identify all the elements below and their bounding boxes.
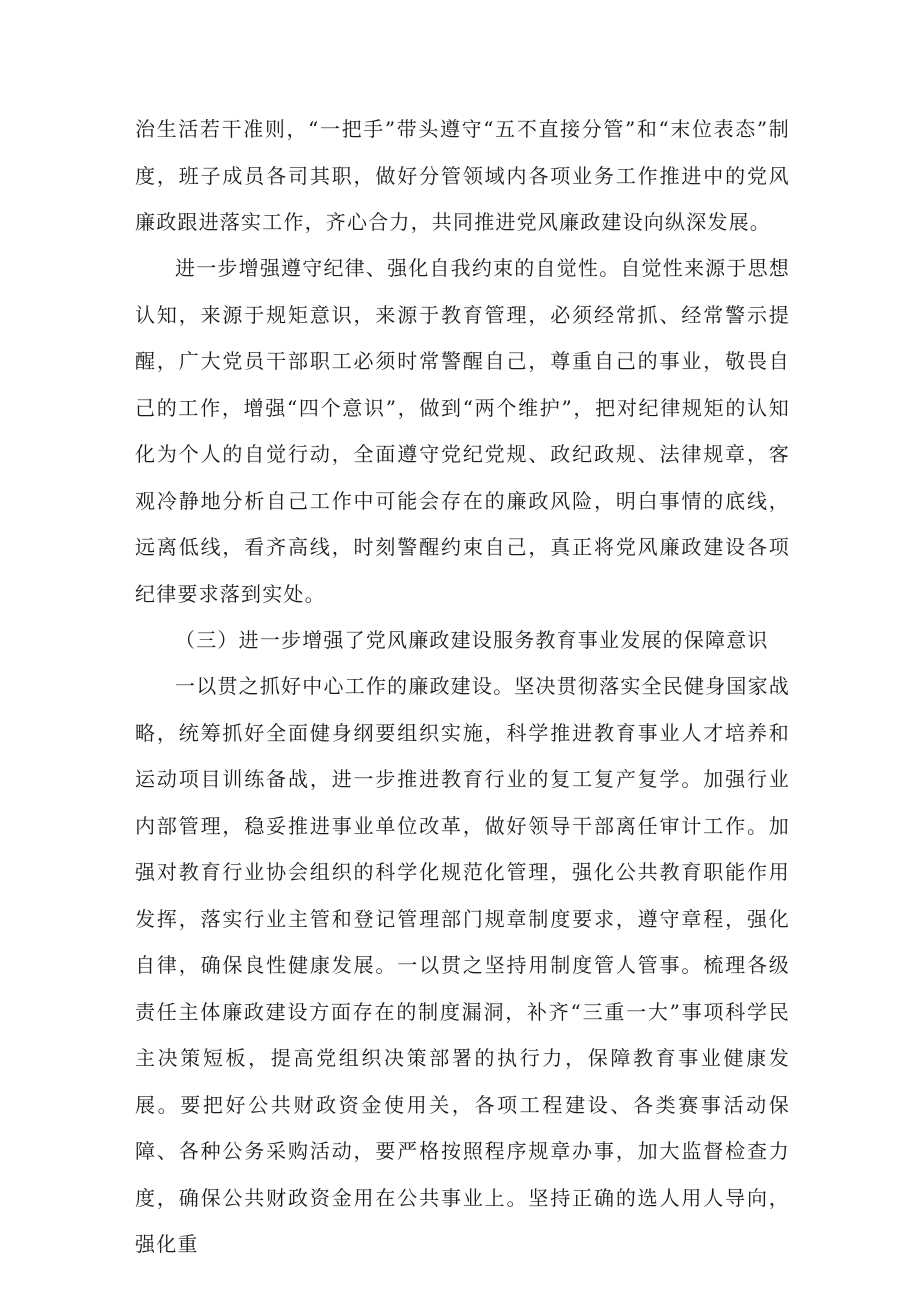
paragraph-central-work: 一以贯之抓好中心工作的廉政建设。坚决贯彻落实全民健身国家战略，统筹抓好全面健身纲要组织实施，科学推进教育事业人才培养和运动项目训练备战，进一步推进教育行业的复工复产复学。加强行业内部管理，稳妥推进事业单位改革，做好领导干部离任审计工作。加强对教育行业协会组织的科学化规范化管理，强化公共教育职能作用发挥，落实行业主管和登记管理部门规章制度要求，遵守章程，强化自律，确保良性健康发展。一以贯之坚持用制度管人管事。梳理各级责任主体廉政建设方面存在的制度漏洞，补齐“三重一大”事项科学民主决策短板，提高党组织决策部署的执行力，保障教育事业健康发展。要把好公共财政资金使用关，各项工程建设、各类赛事活动保障、各种公务采购活动，要严格按照程序规章办事，加大监督检查力度，确保公共财政资金用在公共事业上。坚持正确的选人用人导向，强化重 <box>135 674 790 1256</box>
section-heading: （三）进一步增强了党风廉政建设服务教育事业发展的保障意识 <box>175 628 769 652</box>
paragraph-continuation: 治生活若干准则，“一把手”带头遵守“五不直接分管”和“末位表态”制度，班子成员各司其职，做好分管领域内各项业务工作推进中的党风廉政跟进落实工作，齐心合力，共同推进党风廉政建设向纵深发展。 <box>135 117 790 234</box>
paragraph-discipline: 进一步增强遵守纪律、强化自我约束的自觉性。自觉性来源于思想认知，来源于规矩意识，来源于教育管理，必须经常抓、经常警示提醒，广大党员干部职工必须时常警醒自己，尊重自己的事业，敬畏自己的工作，增强“四个意识”，做到“两个维护”，把对纪律规矩的认知化为个人的自觉行动，全面遵守党纪党规、政纪政规、法律规章，客观冷静地分析自己工作中可能会存在的廉政风险，明白事情的底线，远离低线，看齐高线，时刻警醒约束自己，真正将党风廉政建设各项纪律要求落到实处。 <box>135 256 790 606</box>
